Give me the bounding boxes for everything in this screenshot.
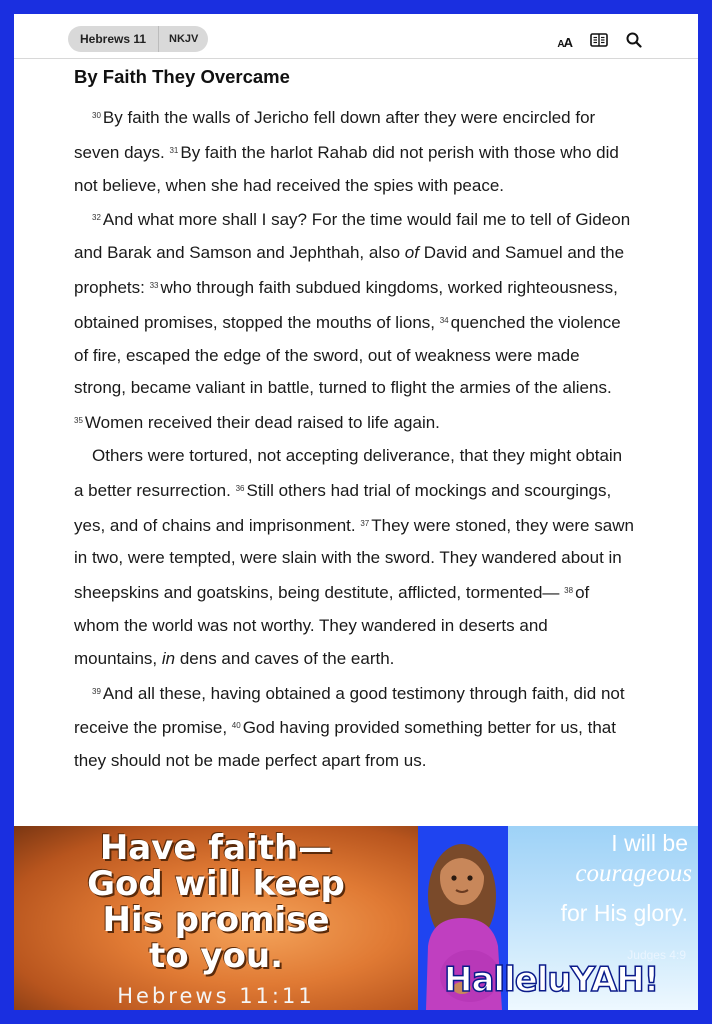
banner-text-line: His promise	[102, 900, 330, 940]
verse-number[interactable]: 30	[92, 111, 101, 120]
verse-number[interactable]: 33	[149, 280, 159, 290]
book-chapter-button[interactable]: Hebrews 11	[80, 32, 147, 46]
banner-text-line: Have faith—	[99, 828, 333, 868]
verse-number[interactable]: 37	[360, 518, 370, 528]
banner-reference: Hebrews 11:11	[117, 984, 315, 1008]
verse-text: By faith the walls of Jericho fell down after they were encircled for seven days.	[74, 108, 596, 162]
italic-word: in	[161, 648, 176, 668]
verse-text: They were stoned, they were sawn in two, were tempted, were slain with the sword. They wandered about in sheepskins and goatskins, being destitute, afflicted, tormented—	[74, 515, 634, 603]
search-icon[interactable]	[626, 32, 642, 53]
paragraph	[74, 100, 634, 202]
verse-text: And all these, having obtained a good testimony through faith, did not receive the promise,	[74, 683, 625, 738]
verse-text: of whom the world was not worthy. They wandered in deserts and mountains,	[74, 583, 590, 668]
halleluyah-text: HalleluYAH!	[444, 960, 659, 1000]
verse-number[interactable]: 39	[92, 686, 101, 696]
verse-number[interactable]: 36	[235, 483, 245, 493]
italic-word: of	[404, 243, 419, 263]
verse-text: dens and caves of the earth.	[175, 648, 395, 668]
verse-number[interactable]: 32	[92, 213, 101, 223]
verse-text: David and Samuel and the prophets:	[74, 243, 625, 297]
faith-promise-image	[14, 826, 418, 1010]
passage-selector[interactable]	[68, 26, 208, 52]
reader-toolbar	[14, 14, 698, 59]
chapter-content	[74, 64, 634, 778]
verse-text: Women received their dead raised to life again.	[84, 413, 440, 433]
verse-text: By faith the harlot Rahab did not perish with those who did not believe, when she had received the spies with peace.	[74, 142, 619, 195]
verse-text: quenched the violence of fire, escaped the edge of the sword, out of weakness were made strong, became valiant in battle, turned to flight the armies of the aliens.	[74, 312, 621, 398]
verse-text: Others were tortured, not accepting deliverance, that they might obtain a better resurrection.	[74, 445, 623, 500]
verse-number[interactable]: 31	[169, 145, 179, 155]
verse-number[interactable]: 40	[231, 721, 241, 731]
book-icon[interactable]	[590, 33, 608, 52]
paragraph	[74, 440, 634, 676]
verse-text: who through faith subdued kingdoms, worked righteousness, obtained promises, stopped the mouths of lions,	[74, 277, 618, 332]
banner-text-line: courageous	[575, 860, 692, 887]
banner-text-line: I will be	[611, 830, 688, 856]
banner-text-line: for His glory.	[560, 900, 688, 926]
version-button[interactable]: NKJV	[158, 26, 208, 52]
verse-text: Still others had trial of mockings and scourgings, yes, and of chains and imprisonment.	[74, 480, 612, 535]
paragraph	[74, 676, 634, 778]
verse-number[interactable]: 38	[564, 586, 574, 596]
verse-number[interactable]: 35	[74, 416, 83, 426]
verse-text: And what more shall I say? For the time would fail me to tell of Gideon and Barak and Samson and Jephthah, also	[74, 210, 631, 263]
paragraph	[74, 202, 634, 440]
verse-number[interactable]: 34	[439, 315, 449, 325]
overlay-banner	[14, 826, 698, 1010]
banner-text-line: to you.	[148, 936, 284, 976]
font-size-icon[interactable]: AA	[557, 35, 572, 50]
banner-reference: Judges 4:9	[627, 948, 686, 962]
section-heading: By Faith They Overcame	[74, 66, 290, 87]
verse-text: God having provided something better for us, that they should not be made perfect apart from us.	[74, 718, 616, 771]
toolbar-icons	[557, 32, 642, 53]
reader-page	[14, 14, 698, 1010]
banner-text-line: God will keep	[87, 864, 345, 904]
